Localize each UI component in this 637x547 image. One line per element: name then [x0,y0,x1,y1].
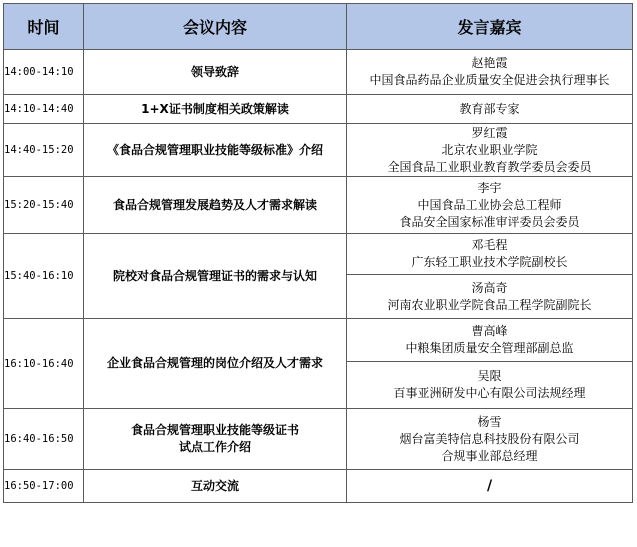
topic-cell [84,319,347,409]
speaker-detail: 中国食品药品企业质量安全促进会执行理事长 [369,73,610,87]
table-row [4,177,633,234]
speaker-detail: 食品安全国家标准审评委员会委员 [399,214,580,229]
speaker-detail: 烟台富美特信息科技股份有限公司 [399,431,580,446]
header-speaker: 发言嘉宾 [347,4,633,50]
agenda-table [3,3,633,503]
speaker-detail: 河南农业职业学院食品工程学院副院长 [387,297,592,312]
speaker-name: 杨雪 [477,414,502,429]
table-row [4,319,633,409]
header-topic: 会议内容 [84,4,347,50]
speaker-detail: 合规事业部总经理 [441,448,538,463]
speaker-detail: / [486,477,493,494]
time-cell: 16:10-16:40 [4,319,84,409]
speaker-block [347,180,632,231]
time-cell: 16:50-17:00 [4,470,84,503]
speaker-name: 罗红霞 [471,125,508,140]
speaker-name: 曹高峰 [471,324,508,338]
topic-line: 《食品合规管理职业技能等级标准》介绍 [106,142,323,157]
time-cell: 15:20-15:40 [4,177,84,234]
table-row [4,50,633,95]
header-row [4,4,633,50]
topic-line: 互动交流 [190,478,239,493]
speaker-cell [347,234,633,319]
topic-line: 企业食品合规管理的岗位介绍及人才需求 [106,356,323,370]
speaker-name: 汤高奇 [471,280,508,295]
topic-cell [84,234,347,319]
time-cell: 15:40-16:10 [4,234,84,319]
speaker-detail: 中粮集团质量安全管理部副总监 [405,341,574,355]
header-time: 时间 [4,4,84,50]
speaker-block [347,319,632,361]
topic-line: 试点工作介绍 [178,440,251,454]
topic-cell [84,177,347,234]
topic-cell [84,50,347,95]
topic-cell [84,470,347,503]
topic-cell [84,124,347,177]
table-row [4,95,633,124]
topic-line: 食品合规管理发展趋势及人才需求解读 [112,197,317,212]
time-cell: 16:40-16:50 [4,409,84,470]
topic-line: 领导致辞 [190,64,239,79]
speaker-cell [347,50,633,95]
table-row [4,470,633,503]
speaker-block [347,414,632,465]
speaker-cell [347,409,633,470]
speaker-cell [347,319,633,409]
time-cell: 14:00-14:10 [4,50,84,95]
speaker-detail: 全国食品工业职业教育教学委员会委员 [387,159,592,174]
speaker-block [347,125,632,176]
table-row [4,234,633,319]
time-cell: 14:40-15:20 [4,124,84,177]
speaker-cell [347,124,633,177]
speaker-name: 李宇 [477,180,502,195]
speaker-name: 吴限 [477,369,502,383]
speaker-name: 邓毛程 [471,238,508,252]
agenda-body [4,50,633,503]
topic-cell [84,409,347,470]
speaker-block [347,101,632,118]
speaker-cell [347,470,633,503]
speaker-block [347,234,632,274]
speaker-cell [347,177,633,234]
speaker-detail: 教育部专家 [459,101,520,116]
topic-line: 食品合规管理职业技能等级证书 [130,423,299,437]
speaker-cell [347,95,633,124]
topic-line: 院校对食品合规管理证书的需求与认知 [112,268,317,283]
table-row [4,409,633,470]
speaker-block [347,274,632,318]
speaker-detail: 北京农业职业学院 [441,142,538,157]
speaker-name: 赵艳霞 [471,56,508,70]
speaker-block [347,478,632,495]
speaker-block [347,361,632,408]
speaker-detail: 百事亚洲研发中心有限公司法规经理 [393,386,586,400]
speaker-detail: 中国食品工业协会总工程师 [417,197,562,212]
time-cell: 14:10-14:40 [4,95,84,124]
speaker-detail: 广东轻工职业技术学院副校长 [411,255,568,269]
table-row [4,124,633,177]
topic-cell [84,95,347,124]
topic-line: 1+X证书制度相关政策解读 [141,101,289,116]
speaker-block [347,55,632,89]
